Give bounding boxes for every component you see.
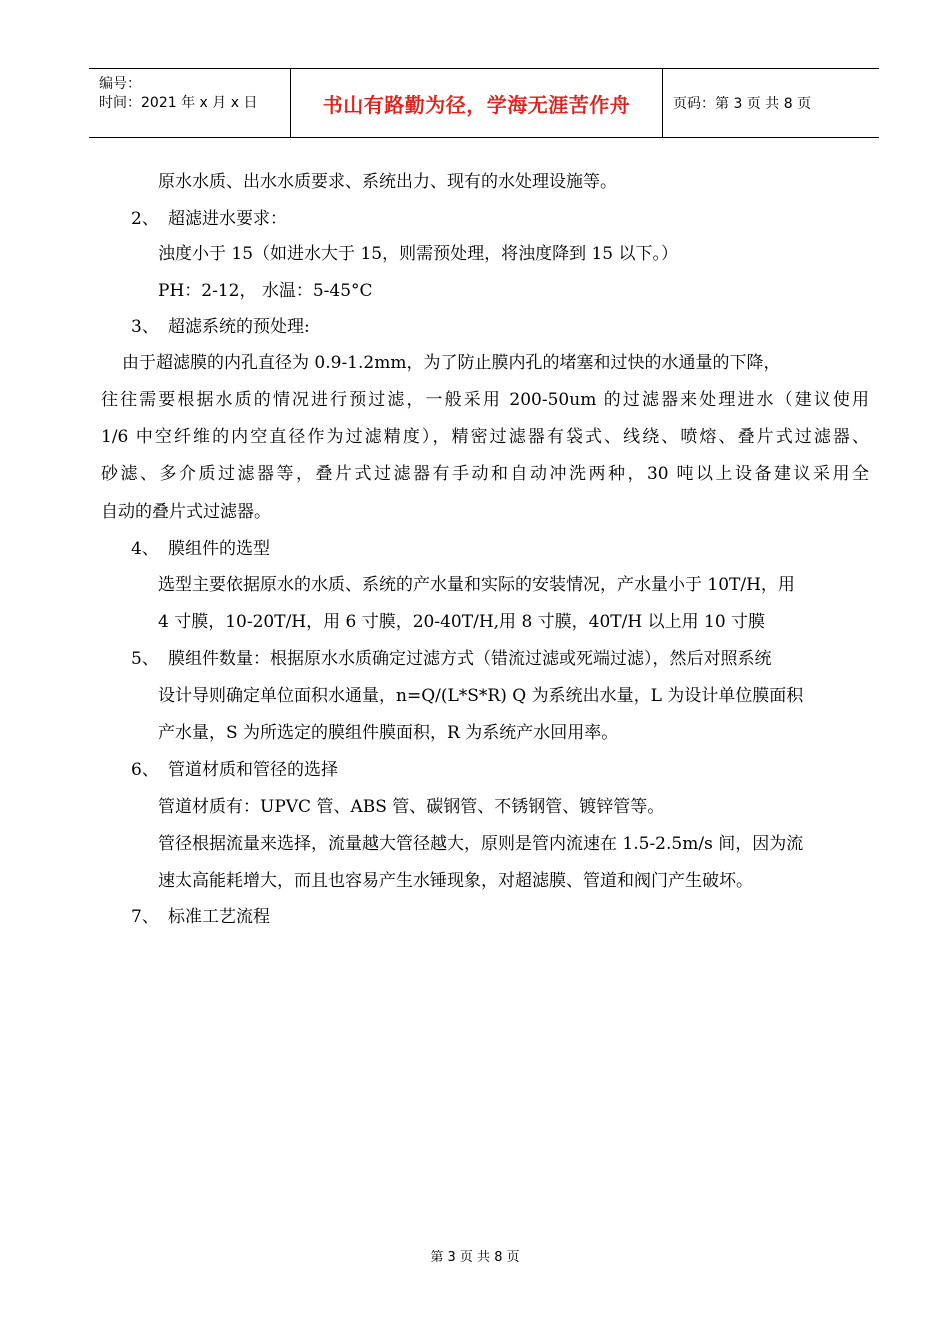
paragraph-line: 浊度小于 15（如进水大于 15，则需预处理，将浊度降到 15 以下。） [158, 244, 679, 264]
paragraph-line: 1/6 中空纤维的内空直径作为过滤精度），精密过滤器有袋式、线绕、喷熔、叠片式过滤器、 [101, 427, 869, 447]
document-date-label: 时间：2021 年 x 月 x 日 [99, 95, 258, 111]
section-number: 2、 [131, 209, 159, 229]
header-motto: 书山有路勤为径，学海无涯苦作舟 [322, 92, 631, 117]
section-heading: 超滤系统的预处理: [168, 317, 310, 337]
paragraph-line: 设计导则确定单位面积水通量，n=Q/(L*S*R) Q 为系统出水量，L 为设计单位膜面积 [158, 686, 804, 706]
header-page-cell [663, 69, 879, 137]
paragraph-line: 产水量，S 为所选定的膜组件膜面积，R 为系统产水回用率。 [158, 723, 619, 743]
paragraph-line: 砂滤、多介质过滤器等，叠片式过滤器有手动和自动冲洗两种，30 吨以上设备建议采用全 [101, 464, 869, 484]
section-number: 6、 [131, 760, 159, 780]
header-page-number: 页码：第 3 页 共 8 页 [673, 96, 812, 112]
section-heading: 膜组件的选型 [168, 539, 270, 559]
paragraph-line: 速太高能耗增大，而且也容易产生水锤现象，对超滤膜、管道和阀门产生破坏。 [158, 871, 753, 891]
section-heading: 超滤进水要求： [168, 209, 287, 229]
document-number-label: 编号： [99, 76, 141, 92]
section-number: 3、 [131, 317, 159, 337]
paragraph-line: 由于超滤膜的内孔直径为 0.9-1.2mm，为了防止膜内孔的堵塞和过快的水通量的下降， [122, 353, 781, 373]
header-meta-cell [89, 69, 291, 137]
paragraph-line: 往往需要根据水质的情况进行预过滤，一般采用 200-50um 的过滤器来处理进水（建议使用 [101, 390, 869, 410]
paragraph-line: 4 寸膜，10-20T/H，用 6 寸膜，20-40T/H,用 8 寸膜，40T/H 以上用 10 寸膜 [158, 612, 766, 632]
paragraph-line: 管道材质有：UPVC 管、ABS 管、碳钢管、不锈钢管、镀锌管等。 [158, 797, 665, 817]
section-number: 4、 [131, 539, 159, 559]
paragraph-line: 选型主要依据原水的水质、系统的产水量和实际的安装情况，产水量小于 10T/H，用 [158, 575, 795, 595]
section-heading: 管道材质和管径的选择 [168, 760, 338, 780]
section-number: 7、 [131, 907, 159, 927]
paragraph-line: 管径根据流量来选择，流量越大管径越大，原则是管内流速在 1.5-2.5m/s 间，因为流 [158, 834, 804, 854]
paragraph-line: 原水水质、出水水质要求、系统出力、现有的水处理设施等。 [158, 172, 617, 192]
page-footer: 第 3 页 共 8 页 [430, 1250, 520, 1265]
section-number: 5、 [131, 649, 159, 669]
section-heading: 膜组件数量：根据原水水质确定过滤方式（错流过滤或死端过滤），然后对照系统 [168, 649, 772, 669]
page-header [89, 68, 879, 138]
paragraph-line: 自动的叠片式过滤器。 [101, 502, 271, 522]
section-heading: 标准工艺流程 [168, 907, 270, 927]
header-motto-cell [291, 69, 663, 137]
paragraph-line: PH：2-12， 水温：5-45°C [158, 281, 373, 301]
